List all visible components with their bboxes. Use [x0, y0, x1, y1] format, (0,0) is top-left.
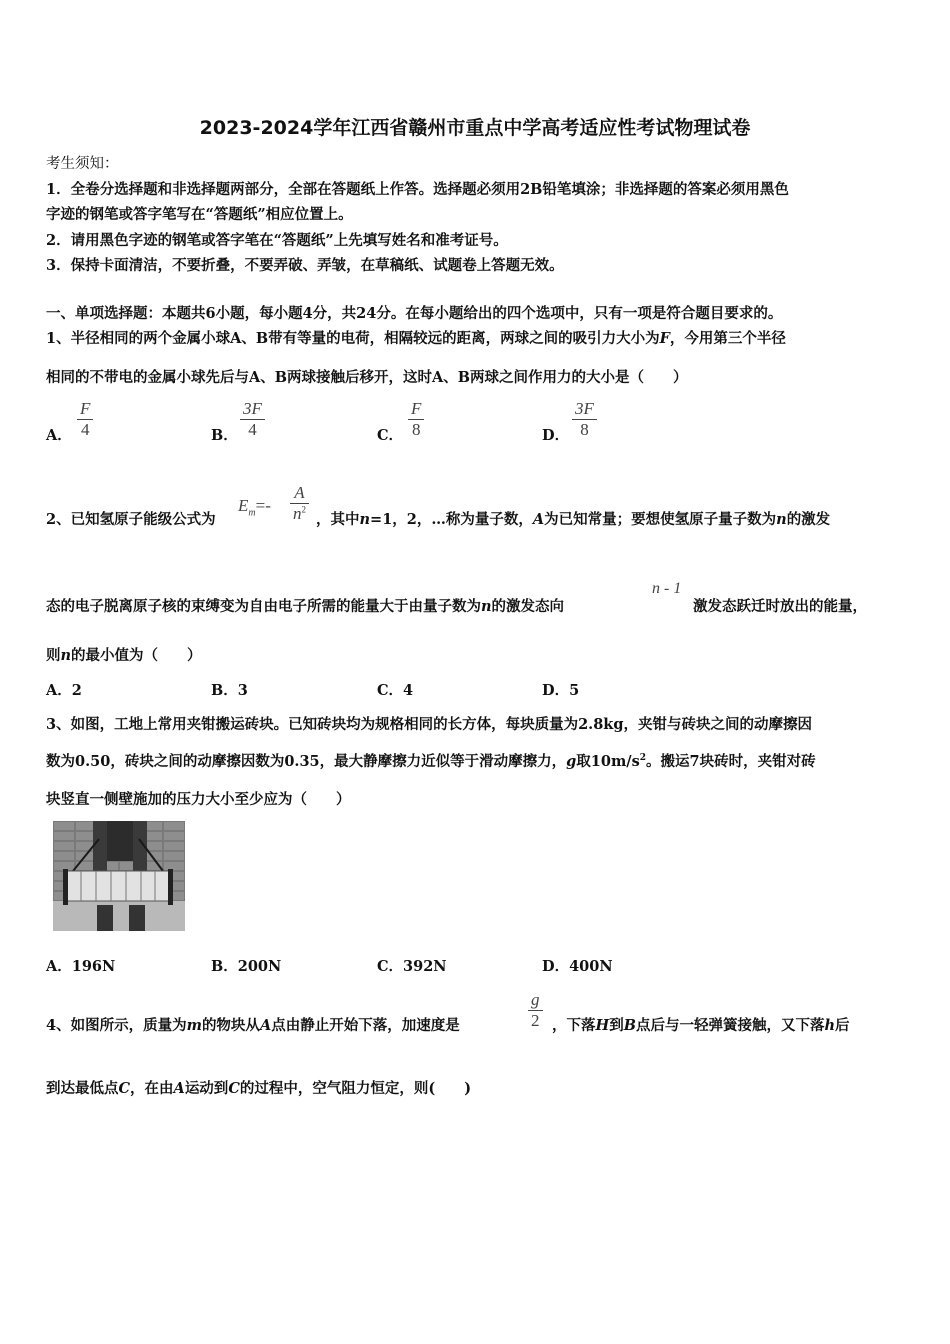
q4-line-2: 到达最低点C，在由A运动到C的过程中，空气阻力恒定，则( ) — [46, 1080, 472, 1097]
q1-option-b-fraction: 3F 4 — [240, 399, 265, 440]
notice-item: 3．保持卡面清洁，不要折叠，不要弄破、弄皱，在草稿纸、试题卷上答题无效。 — [46, 257, 564, 274]
q1-option-c-fraction: F 8 — [408, 399, 424, 440]
q3-option-d: D．400N — [542, 958, 613, 975]
q3-option-a: A．196N — [46, 958, 116, 975]
q1-option-d-fraction: 3F 8 — [572, 399, 597, 440]
q4-acceleration-fraction: g 2 — [528, 990, 543, 1031]
q2-line-1b: ，其中n=1，2，…称为量子数，A为已知常量；要想使氢原子量子数为n的激发 — [316, 511, 831, 528]
q3-line-1: 3、如图，工地上常用夹钳搬运砖块。已知砖块均为规格相同的长方体，每块质量为2.8kg，夹钳与砖块之间的动摩擦因 — [46, 716, 812, 733]
q4-line-1a: 4、如图所示，质量为m的物块从A点由静止开始下落，加速度是 — [46, 1017, 460, 1034]
notice-item: 字迹的钢笔或答字笔写在“答题纸”相应位置上。 — [46, 206, 353, 223]
q1-option-d: D． — [542, 427, 570, 444]
q1-line-1: 1、半径相同的两个金属小球A、B带有等量的电荷，相隔较远的距离，两球之间的吸引力大小为F，今用第三个半径 — [46, 330, 786, 347]
q1-option-c: C． — [377, 427, 404, 444]
q4-line-1b: ，下落H到B点后与一轻弹簧接触，又下落h后 — [552, 1017, 850, 1034]
notice-item: 1．全卷分选择题和非选择题两部分，全部在答题纸上作答。选择题必须用2B铅笔填涂；非选择题的答案必须用黑色 — [46, 181, 789, 198]
section-heading: 一、单项选择题：本题共6小题，每小题4分，共24分。在每小题给出的四个选项中，只有一项是符合题目要求的。 — [46, 305, 783, 322]
q3-line-3: 块竖直一侧壁施加的压力大小至少应为（ ） — [46, 791, 351, 808]
q2-line-2b: 激发态跃迁时放出的能量， — [693, 598, 867, 615]
q2-formula-lhs: $E_m=-$ — [238, 496, 271, 519]
q2-line-2a: 态的电子脱离原子核的束缚变为自由电子所需的能量大于由量子数为n的激发态向 — [46, 598, 565, 615]
q2-option-c: C．4 — [377, 682, 414, 699]
q2-option-a: A．2 — [46, 682, 82, 699]
q2-formula-fraction: A $n^2$ — [290, 483, 309, 524]
notice-heading: 考生须知： — [46, 156, 119, 172]
q3-option-c: C．392N — [377, 958, 447, 975]
q2-n-minus-1: n - 1 — [652, 580, 682, 597]
q3-option-b: B．200N — [211, 958, 282, 975]
q1-option-b: B． — [211, 427, 238, 444]
notice-item: 2．请用黑色字迹的钢笔或答字笔在“答题纸”上先填写姓名和准考证号。 — [46, 232, 508, 249]
q1-option-a: A． — [46, 427, 72, 444]
q2-line-1a: 2、已知氢原子能级公式为 — [46, 511, 216, 528]
q2-option-b: B．3 — [211, 682, 248, 699]
q1-option-a-fraction: F 4 — [77, 399, 93, 440]
page-title: 2023-2024学年江西省赣州市重点中学高考适应性考试物理试卷 — [199, 117, 751, 139]
q3-line-2: 数为0.50，砖块之间的动摩擦因数为0.35，最大静摩擦力近似等于滑动摩擦力，g取$10m/s^2$。搬运7块砖时，夹钳对砖 — [46, 753, 816, 770]
brick-clamp-photo — [53, 821, 185, 931]
q2-option-d: D．5 — [542, 682, 580, 699]
q2-line-3: 则n的最小值为（ ） — [46, 647, 202, 664]
q1-line-2: 相同的不带电的金属小球先后与A、B两球接触后移开，这时A、B两球之间作用力的大小是（ ） — [46, 369, 688, 386]
